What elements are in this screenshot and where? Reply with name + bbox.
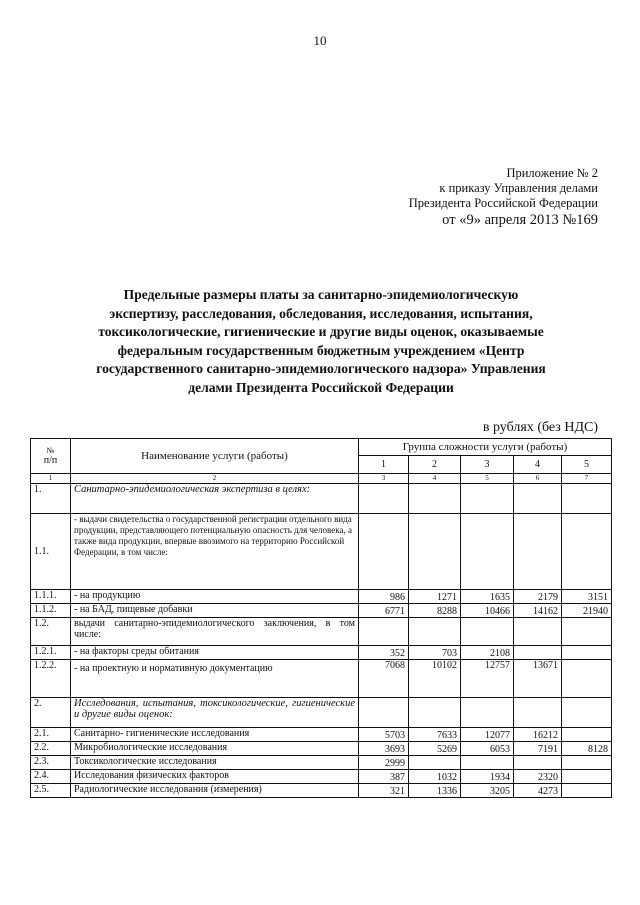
header-group-1: 1	[359, 456, 409, 474]
row-value-group-3: 12077	[461, 728, 514, 742]
row-name: - на продукцию	[71, 590, 359, 604]
row-value-group-4	[514, 756, 562, 770]
row-value-group-1: 5703	[359, 728, 409, 742]
table-row	[31, 618, 612, 646]
row-name: - на БАД, пищевые добавки	[71, 604, 359, 618]
row-value-group-1: 6771	[359, 604, 409, 618]
index-cell: 1	[31, 474, 71, 484]
row-value-group-5	[562, 660, 612, 698]
appendix-line-2: к приказу Управления делами	[439, 181, 598, 195]
row-value-group-5: 8128	[562, 742, 612, 756]
index-cell: 6	[514, 474, 562, 484]
row-number: 2.5.	[31, 784, 71, 798]
row-number: 1.1.2.	[31, 604, 71, 618]
index-cell: 5	[461, 474, 514, 484]
row-name: - выдачи свидетельства о государственной регистрации отдельного вида продукции, представляющего потенциальную опасность для человека, а также вида продукции, впервые ввозимого на территорию Российской Федерации, в том числе:	[71, 514, 359, 590]
header-number-sign: №	[46, 446, 55, 455]
row-name: Исследования физических факторов	[71, 770, 359, 784]
index-cell: 7	[562, 474, 612, 484]
header-group-2: 2	[409, 456, 461, 474]
index-cell: 4	[409, 474, 461, 484]
row-number: 1.2.2.	[31, 660, 71, 698]
table-row	[31, 742, 612, 756]
table-row	[31, 756, 612, 770]
row-value-group-3: 6053	[461, 742, 514, 756]
header-group-5: 5	[562, 456, 612, 474]
row-value-group-4: 2179	[514, 590, 562, 604]
fees-table	[30, 438, 612, 798]
header-group-3: 3	[461, 456, 514, 474]
table-row	[31, 646, 612, 660]
row-value-group-3: 3205	[461, 784, 514, 798]
row-value-group-5: 3151	[562, 590, 612, 604]
header-group-4: 4	[514, 456, 562, 474]
appendix-line-1: Приложение № 2	[506, 166, 598, 180]
row-value-group-5	[562, 756, 612, 770]
appendix-block	[409, 166, 598, 230]
index-cell: 2	[71, 474, 359, 484]
row-number: 2.2.	[31, 742, 71, 756]
row-number: 2.3.	[31, 756, 71, 770]
row-value-group-2: 10102	[409, 660, 461, 698]
appendix-line-4: от «9» апреля 2013 №169	[442, 212, 598, 228]
table-row	[31, 484, 612, 514]
row-value-group-5	[562, 646, 612, 660]
row-value-group-3: 2108	[461, 646, 514, 660]
row-number: 2.4.	[31, 770, 71, 784]
row-value-group-4: 13671	[514, 660, 562, 698]
index-cell: 3	[359, 474, 409, 484]
row-value-group-2: 1271	[409, 590, 461, 604]
row-value-group-2: 1336	[409, 784, 461, 798]
row-name: Санитарно-эпидемиологическая экспертиза в целях:	[71, 484, 359, 514]
table-row	[31, 698, 612, 728]
row-value-group-3: 10466	[461, 604, 514, 618]
index-row	[31, 474, 612, 484]
row-value-group-1: 387	[359, 770, 409, 784]
table-row	[31, 770, 612, 784]
row-value-group-1: 321	[359, 784, 409, 798]
header-number	[31, 439, 71, 474]
row-name: Микробиологические исследования	[71, 742, 359, 756]
row-number: 1.1.	[31, 514, 71, 590]
table-row	[31, 728, 612, 742]
document-title: Предельные размеры платы за санитарно-эпидемиологическую экспертизу, расследования, обследования, исследования, испытания, токсикологические, гигиенические и другие виды оценок, оказываемые федеральным государственным бюджетным учреждением «Центр государственного санитарно-эпидемиологического надзора» Управления делами Президента Российской Федерации	[96, 287, 546, 395]
currency-note: в рублях (без НДС)	[482, 420, 598, 435]
header-number-pp: п/п	[43, 455, 58, 466]
appendix-line-3: Президента Российской Федерации	[408, 196, 598, 210]
row-number: 1.2.1.	[31, 646, 71, 660]
row-value-group-4: 4273	[514, 784, 562, 798]
table-row	[31, 784, 612, 798]
row-name: - на факторы среды обитания	[71, 646, 359, 660]
row-value-group-5: 21940	[562, 604, 612, 618]
row-value-group-1: 986	[359, 590, 409, 604]
row-value-group-5	[562, 770, 612, 784]
row-value-group-4: 16212	[514, 728, 562, 742]
row-value-group-2: 7633	[409, 728, 461, 742]
header-complexity-group: Группа сложности услуги (работы)	[359, 439, 612, 456]
row-value-group-3: 1635	[461, 590, 514, 604]
row-value-group-2	[409, 756, 461, 770]
row-number: 1.1.1.	[31, 590, 71, 604]
row-value-group-1: 3693	[359, 742, 409, 756]
row-value-group-5	[562, 784, 612, 798]
row-value-group-1: 352	[359, 646, 409, 660]
row-name: выдачи санитарно-эпидемиологического заключения, в том числе:	[71, 618, 359, 646]
row-number: 2.1.	[31, 728, 71, 742]
row-number: 1.	[31, 484, 71, 514]
row-value-group-3: 12757	[461, 660, 514, 698]
header-service-name: Наименование услуги (работы)	[71, 439, 359, 474]
table-row	[31, 604, 612, 618]
table-row	[31, 660, 612, 698]
row-number: 2.	[31, 698, 71, 728]
page-number: 10	[313, 33, 327, 48]
row-value-group-4	[514, 646, 562, 660]
row-value-group-1: 7068	[359, 660, 409, 698]
row-value-group-4: 7191	[514, 742, 562, 756]
row-value-group-2: 1032	[409, 770, 461, 784]
row-value-group-2: 5269	[409, 742, 461, 756]
row-value-group-4: 14162	[514, 604, 562, 618]
row-name: Исследования, испытания, токсикологические, гигиенические и другие виды оценок:	[71, 698, 359, 728]
table-row	[31, 514, 612, 590]
table-row	[31, 590, 612, 604]
row-value-group-4: 2320	[514, 770, 562, 784]
row-name: Радиологические исследования (измерения)	[71, 784, 359, 798]
row-value-group-2: 703	[409, 646, 461, 660]
row-name: Санитарно- гигиенические исследования	[71, 728, 359, 742]
row-value-group-3	[461, 756, 514, 770]
row-value-group-1: 2999	[359, 756, 409, 770]
row-value-group-2: 8288	[409, 604, 461, 618]
row-value-group-3: 1934	[461, 770, 514, 784]
row-number: 1.2.	[31, 618, 71, 646]
row-value-group-5	[562, 728, 612, 742]
row-name: Токсикологические исследования	[71, 756, 359, 770]
row-name: - на проектную и нормативную документацию	[71, 660, 359, 698]
